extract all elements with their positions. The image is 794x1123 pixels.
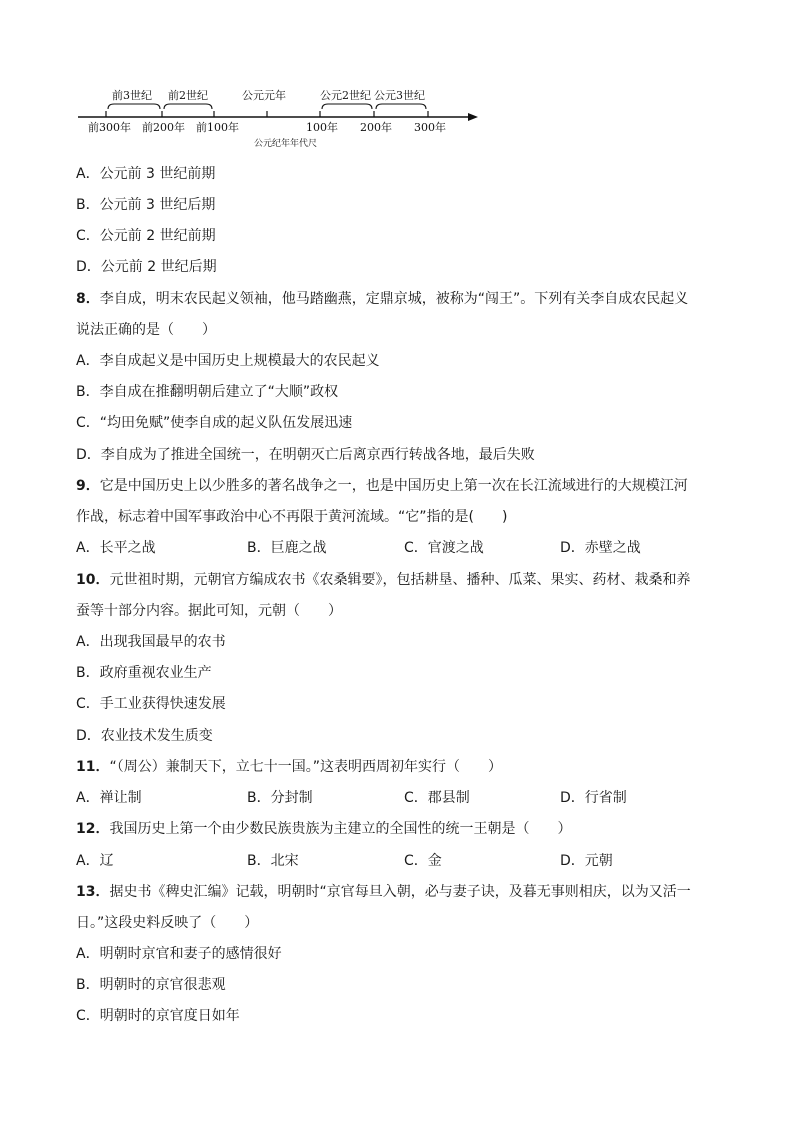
option-c: C．手工业获得快速发展 <box>76 696 226 712</box>
option-d: D．行省制 <box>560 790 627 806</box>
question-9-options <box>76 538 716 558</box>
timeline-arrow-icon <box>468 113 478 121</box>
tick-label: 前100年 <box>196 121 239 134</box>
century-label: 公元2世纪 <box>320 89 371 102</box>
century-bracket <box>322 104 372 109</box>
option-d: D．赤壁之战 <box>560 540 641 556</box>
option-b: B．公元前 3 世纪后期 <box>76 197 216 213</box>
century-label: 公元3世纪 <box>374 89 425 102</box>
option-d: D．元朝 <box>560 853 613 869</box>
option-a: A．李自成起义是中国历史上规模最大的农民起义 <box>76 353 380 369</box>
question-13-stem <box>76 882 691 902</box>
question-number: 11． <box>76 759 110 775</box>
timeline-caption: 公元纪年年代尺 <box>254 139 318 149</box>
option-b: B．明朝时的京官很悲观 <box>76 977 226 993</box>
option-c: C．明朝时的京官度日如年 <box>76 1008 240 1024</box>
option-b: B．北宋 <box>247 853 299 869</box>
question-text: 元世祖时期，元朝官方编成农书《农桑辑要》，包括耕垦、播种、瓜菜、果实、药材、栽桑和养 <box>109 572 691 588</box>
question-text: 李自成，明末农民起义领袖，他马踏幽燕，定鼎京城，被称为“闯王”。下列有关李自成农民起义 <box>99 291 689 307</box>
question-12-stem <box>76 819 571 839</box>
tick-label: 300年 <box>414 121 446 134</box>
question-text: 据史书《稗史汇编》记载，明朝时“京官每旦入朝，必与妻子诀，及暮无事则相庆，以为又活一 <box>109 884 691 900</box>
option-a: A．长平之战 <box>76 540 156 556</box>
option-a: A．出现我国最早的农书 <box>76 634 226 650</box>
question-text: 它是中国历史上以少胜多的著名战争之一，也是中国历史上第一次在长江流域进行的大规模江河 <box>99 478 688 494</box>
option-b: B．李自成在推翻明朝后建立了“大顺”政权 <box>76 384 339 400</box>
question-13-stem-cont: 日。”这段史料反映了（ ） <box>76 915 259 931</box>
question-11-stem <box>76 757 502 777</box>
option-c: C．公元前 2 世纪前期 <box>76 228 216 244</box>
tick-label: 前200年 <box>142 121 185 134</box>
question-10-stem-cont: 蚕等十部分内容。据此可知，元朝（ ） <box>76 603 342 619</box>
option-a: A．禅让制 <box>76 790 142 806</box>
century-label: 公元元年 <box>242 89 286 102</box>
option-b: B．巨鹿之战 <box>247 540 327 556</box>
question-10-stem <box>76 570 690 590</box>
option-c: C．金 <box>404 853 442 869</box>
century-label: 前3世纪 <box>112 89 152 102</box>
option-a: A．公元前 3 世纪前期 <box>76 166 216 182</box>
question-12-options <box>76 851 716 871</box>
option-d: D．农业技术发生质变 <box>76 728 213 744</box>
question-text: 我国历史上第一个由少数民族贵族为主建立的全国性的统一王朝是（ ） <box>109 821 572 837</box>
tick-label: 100年 <box>306 121 338 134</box>
question-number: 12． <box>76 821 110 837</box>
option-b: B．分封制 <box>247 790 313 806</box>
option-c: C．“均田免赋”使李自成的起义队伍发展迅速 <box>76 415 353 431</box>
century-bracket <box>164 104 212 109</box>
question-number: 9． <box>76 478 100 494</box>
option-c: C．官渡之战 <box>404 540 484 556</box>
question-number: 10． <box>76 572 110 588</box>
question-9-stem <box>76 476 688 496</box>
question-text: “（周公）兼制天下，立七十一国。”这表明西周初年实行（ ） <box>109 759 502 775</box>
question-number: 8． <box>76 291 100 307</box>
question-9-stem-cont: 作战，标志着中国军事政治中心不再限于黄河流域。“它”指的是( ) <box>76 509 508 525</box>
tick-label: 前300年 <box>88 121 131 134</box>
century-bracket <box>376 104 426 109</box>
option-d: D．公元前 2 世纪后期 <box>76 259 217 275</box>
option-a: A．辽 <box>76 853 114 869</box>
question-11-options <box>76 788 716 808</box>
question-8-stem-cont: 说法正确的是（ ） <box>76 322 216 338</box>
option-c: C．郡县制 <box>404 790 470 806</box>
century-bracket <box>108 104 160 109</box>
question-8-stem <box>76 289 688 309</box>
question-number: 13． <box>76 884 110 900</box>
timeline-figure <box>72 84 482 156</box>
option-d: D．李自成为了推进全国统一，在明朝灭亡后离京西行转战各地，最后失败 <box>76 447 535 463</box>
tick-label: 200年 <box>360 121 392 134</box>
option-b: B．政府重视农业生产 <box>76 665 212 681</box>
option-a: A．明朝时京官和妻子的感情很好 <box>76 946 282 962</box>
century-label: 前2世纪 <box>168 89 208 102</box>
